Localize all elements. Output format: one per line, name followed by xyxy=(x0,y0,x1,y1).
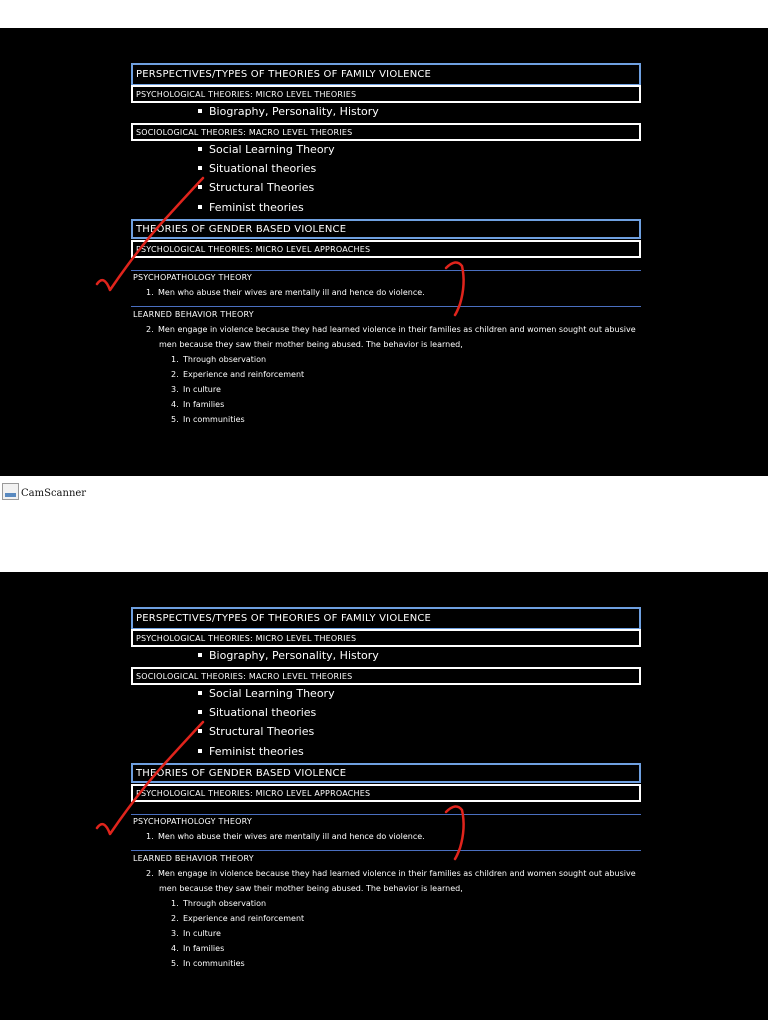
psych-micro-theories-box xyxy=(131,85,641,103)
bullet-text: Social Learning Theory xyxy=(209,143,335,156)
bullet-item xyxy=(198,745,304,758)
sub-item-text: In communities xyxy=(183,959,245,968)
bullet-item xyxy=(198,105,379,118)
sub-item-text: Through observation xyxy=(183,899,267,908)
bullet-square-icon xyxy=(198,691,202,695)
sub-item-number: 1. xyxy=(171,355,179,364)
bullet-text: Social Learning Theory xyxy=(209,687,335,700)
psychopathology-heading: PSYCHOPATHOLOGY THEORY xyxy=(133,273,252,282)
sub-item-text: In communities xyxy=(183,415,245,424)
item-number: 2. xyxy=(146,869,154,878)
sub-item-text: Through observation xyxy=(183,355,267,364)
sub-item-text: In culture xyxy=(183,929,221,938)
bullet-text: Situational theories xyxy=(209,706,317,719)
sub-item xyxy=(171,415,245,424)
psych-micro-approaches-box xyxy=(131,784,641,802)
numbered-item xyxy=(146,869,636,878)
gender-violence-title-box xyxy=(131,763,641,783)
bullet-square-icon xyxy=(198,147,202,151)
item-number: 1. xyxy=(146,832,154,841)
sub-item-number: 5. xyxy=(171,415,179,424)
sub-item xyxy=(171,400,224,409)
bullet-square-icon xyxy=(198,749,202,753)
psych-micro-theories-box xyxy=(131,629,641,647)
slide-title xyxy=(131,63,641,86)
sub-item xyxy=(171,929,221,938)
sub-item-number: 4. xyxy=(171,944,179,953)
divider-rule xyxy=(131,814,641,815)
sub-item-text: In families xyxy=(183,400,225,409)
sub-item-number: 1. xyxy=(171,899,179,908)
bullet-text: Structural Theories xyxy=(209,725,315,738)
bullet-item xyxy=(198,201,304,214)
sub-item-number: 3. xyxy=(171,385,179,394)
psych-micro-theories-text: PSYCHOLOGICAL THEORIES: MICRO LEVEL THEORIES xyxy=(136,89,357,99)
learned-behavior-heading: LEARNED BEHAVIOR THEORY xyxy=(133,854,254,863)
slide-1 xyxy=(0,28,768,476)
sub-item-number: 2. xyxy=(171,370,179,379)
bullet-square-icon xyxy=(198,653,202,657)
socio-macro-theories-text: SOCIOLOGICAL THEORIES: MACRO LEVEL THEORIES xyxy=(136,671,353,681)
bullet-text: Feminist theories xyxy=(209,201,304,214)
item-text: Men engage in violence because they had learned violence in their families as children and women sought out abusive xyxy=(158,869,636,878)
item-number: 2. xyxy=(146,325,154,334)
numbered-item xyxy=(146,288,425,297)
socio-macro-theories-box xyxy=(131,667,641,685)
slide-title xyxy=(131,607,641,630)
item-text: Men who abuse their wives are mentally ill and hence do violence. xyxy=(158,288,425,297)
socio-macro-theories-box xyxy=(131,123,641,141)
slide-title-text: PERSPECTIVES/TYPES OF THEORIES OF FAMILY VIOLENCE xyxy=(136,613,432,624)
item-text-continued: men because they saw their mother being abused. The behavior is learned, xyxy=(159,884,463,893)
gender-violence-title-text: THEORIES OF GENDER BASED VIOLENCE xyxy=(136,767,347,779)
camscanner-logo-icon xyxy=(2,483,19,500)
bullet-text: Biography, Personality, History xyxy=(209,105,379,118)
psych-micro-theories-text: PSYCHOLOGICAL THEORIES: MICRO LEVEL THEORIES xyxy=(136,633,357,643)
divider-rule xyxy=(131,270,641,271)
sub-item-text: Experience and reinforcement xyxy=(183,370,305,379)
socio-macro-theories-text: SOCIOLOGICAL THEORIES: MACRO LEVEL THEORIES xyxy=(136,127,353,137)
bullet-item xyxy=(198,649,379,662)
bullet-text: Biography, Personality, History xyxy=(209,649,379,662)
slide-2 xyxy=(0,572,768,1020)
divider-rule xyxy=(131,306,641,307)
item-text-continued: men because they saw their mother being abused. The behavior is learned, xyxy=(159,340,463,349)
bullet-item xyxy=(198,706,316,719)
bullet-square-icon xyxy=(198,166,202,170)
bullet-text: Feminist theories xyxy=(209,745,304,758)
numbered-item xyxy=(146,325,636,334)
psychopathology-heading: PSYCHOPATHOLOGY THEORY xyxy=(133,817,252,826)
item-number: 1. xyxy=(146,288,154,297)
sub-item-text: In culture xyxy=(183,385,221,394)
sub-item-text: In families xyxy=(183,944,225,953)
slide-title-text: PERSPECTIVES/TYPES OF THEORIES OF FAMILY VIOLENCE xyxy=(136,69,432,80)
learned-behavior-heading: LEARNED BEHAVIOR THEORY xyxy=(133,310,254,319)
bullet-item xyxy=(198,143,335,156)
psych-micro-approaches-text: PSYCHOLOGICAL THEORIES: MICRO LEVEL APPROACHES xyxy=(136,788,371,798)
bullet-item xyxy=(198,181,314,194)
camscanner-text: CamScanner xyxy=(21,488,87,499)
bullet-square-icon xyxy=(198,205,202,209)
sub-item-number: 4. xyxy=(171,400,179,409)
bullet-text: Structural Theories xyxy=(209,181,315,194)
sub-item-number: 5. xyxy=(171,959,179,968)
bullet-square-icon xyxy=(198,710,202,714)
numbered-item xyxy=(146,832,425,841)
sub-item xyxy=(171,355,266,364)
camscanner-watermark xyxy=(2,480,86,500)
gender-violence-title-box xyxy=(131,219,641,239)
bullet-text: Situational theories xyxy=(209,162,317,175)
sub-item-text: Experience and reinforcement xyxy=(183,914,305,923)
divider-rule xyxy=(131,850,641,851)
sub-item xyxy=(171,914,304,923)
bullet-item xyxy=(198,725,314,738)
bullet-square-icon xyxy=(198,729,202,733)
sub-item-number: 2. xyxy=(171,914,179,923)
sub-item xyxy=(171,385,221,394)
sub-item xyxy=(171,370,304,379)
item-text: Men who abuse their wives are mentally ill and hence do violence. xyxy=(158,832,425,841)
item-text: Men engage in violence because they had learned violence in their families as children and women sought out abusive xyxy=(158,325,636,334)
sub-item xyxy=(171,899,266,908)
bullet-item xyxy=(198,162,316,175)
psych-micro-approaches-box xyxy=(131,240,641,258)
bullet-item xyxy=(198,687,335,700)
sub-item-number: 3. xyxy=(171,929,179,938)
psych-micro-approaches-text: PSYCHOLOGICAL THEORIES: MICRO LEVEL APPROACHES xyxy=(136,244,371,254)
sub-item xyxy=(171,944,224,953)
gender-violence-title-text: THEORIES OF GENDER BASED VIOLENCE xyxy=(136,223,347,235)
bullet-square-icon xyxy=(198,109,202,113)
bullet-square-icon xyxy=(198,185,202,189)
sub-item xyxy=(171,959,245,968)
